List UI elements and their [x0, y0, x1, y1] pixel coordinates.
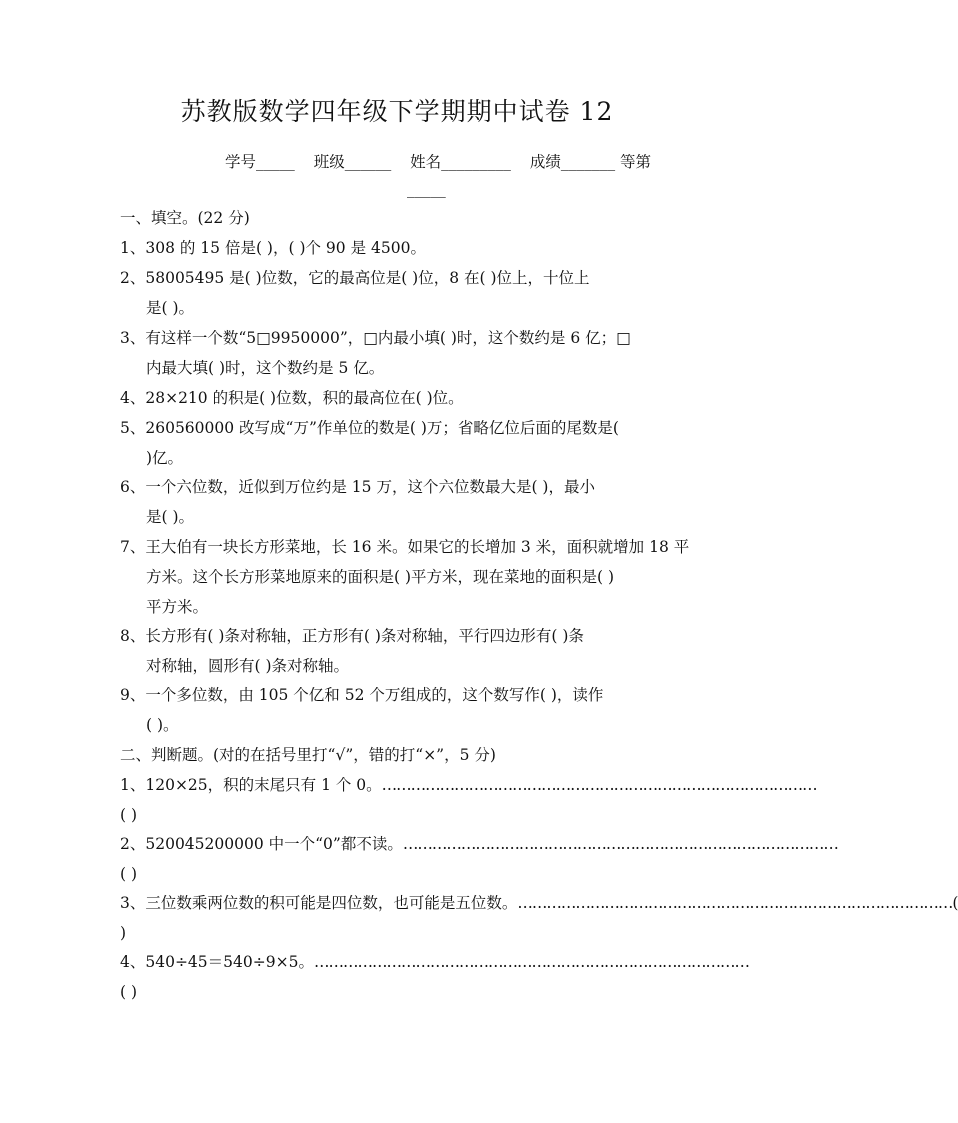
student-number-field: 学号_____ [225, 153, 295, 171]
question-text: 1、308 的 15 倍是( )，( )个 90 是 4500。 [120, 239, 426, 257]
question-1-3 [120, 323, 631, 383]
question-text: 2、520045200000 中一个“0”都不读。 [120, 835, 403, 853]
name-field: 姓名_________ [410, 153, 511, 171]
answer-parentheses: ( ) [120, 983, 138, 1001]
question-text: 1、120×25，积的末尾只有 1 个 0。 [120, 776, 382, 794]
question-text-cont: ( )。 [146, 716, 179, 734]
question-text: 3、三位数乘两位数的积可能是四位数，也可能是五位数。 [120, 894, 518, 912]
answer-parentheses: ( ) [120, 806, 138, 824]
leader-dots: ……………………………………………………………………………… [517, 894, 953, 912]
question-text: 3、有这样一个数“5□9950000”，□内最小填( )时，这个数约是 6 亿；□ [120, 329, 631, 347]
question-2-2 [120, 829, 838, 889]
question-text-cont: 对称轴，圆形有( )条对称轴。 [146, 657, 350, 675]
question-text: 8、长方形有( )条对称轴，正方形有( )条对称轴，平行四边形有( )条 [120, 627, 584, 645]
leader-dots: ……………………………………………………………………………… [402, 835, 838, 853]
score-field: 成绩_______ 等第 [529, 153, 652, 171]
answer-paren-open: ( [952, 894, 958, 912]
question-text: 2、58005495 是( )位数，它的最高位是( )位，8 在( )位上，十位上 [120, 269, 590, 287]
question-2-4 [120, 947, 749, 1007]
question-1-9 [120, 680, 603, 740]
question-text-cont: 是( )。 [146, 299, 195, 317]
question-1-1 [120, 233, 426, 263]
question-text-cont: )亿。 [146, 449, 184, 467]
leader-dots: ……………………………………………………………………………… [313, 953, 749, 971]
question-text-cont: 内最大填( )时，这个数约是 5 亿。 [146, 359, 385, 377]
section-1-heading: 一、填空。(22 分) [120, 209, 250, 227]
question-text: 7、王大伯有一块长方形菜地，长 16 米。如果它的长增加 3 米，面积就增加 18 平 [120, 538, 690, 556]
answer-parentheses: ( ) [120, 865, 138, 883]
grade-field: _____ [407, 180, 446, 198]
student-info-line [225, 150, 665, 172]
question-1-2 [120, 263, 590, 323]
question-text-cont: 平方米。 [146, 598, 209, 616]
class-field: 班级______ [313, 153, 392, 171]
question-text-cont: 方米。这个长方形菜地原来的面积是( )平方米，现在菜地的面积是( ) [146, 568, 615, 586]
question-2-1 [120, 770, 817, 830]
question-text: 6、一个六位数，近似到万位约是 15 万，这个六位数最大是( )，最小 [120, 478, 595, 496]
question-1-4 [120, 383, 464, 413]
page-title: 苏教版数学四年级下学期期中试卷 12 [180, 97, 614, 126]
question-1-6 [120, 472, 595, 532]
question-1-8 [120, 621, 584, 681]
question-text-cont: 是( )。 [146, 508, 195, 526]
question-2-3 [120, 888, 958, 948]
question-text: 5、260560000 改写成“万”作单位的数是( )万；省略亿位后面的尾数是( [120, 419, 619, 437]
question-text: 9、一个多位数，由 105 个亿和 52 个万组成的，这个数写作( )，读作 [120, 686, 604, 704]
answer-paren-close: ) [120, 924, 127, 942]
section-2-heading: 二、判断题。(对的在括号里打“√”，错的打“×”，5 分) [120, 746, 496, 764]
question-text: 4、28×210 的积是( )位数，积的最高位在( )位。 [120, 389, 464, 407]
question-1-5 [120, 413, 619, 473]
leader-dots: ……………………………………………………………………………… [381, 776, 817, 794]
question-text: 4、540÷45＝540÷9×5。 [120, 953, 314, 971]
question-1-7 [120, 532, 689, 622]
